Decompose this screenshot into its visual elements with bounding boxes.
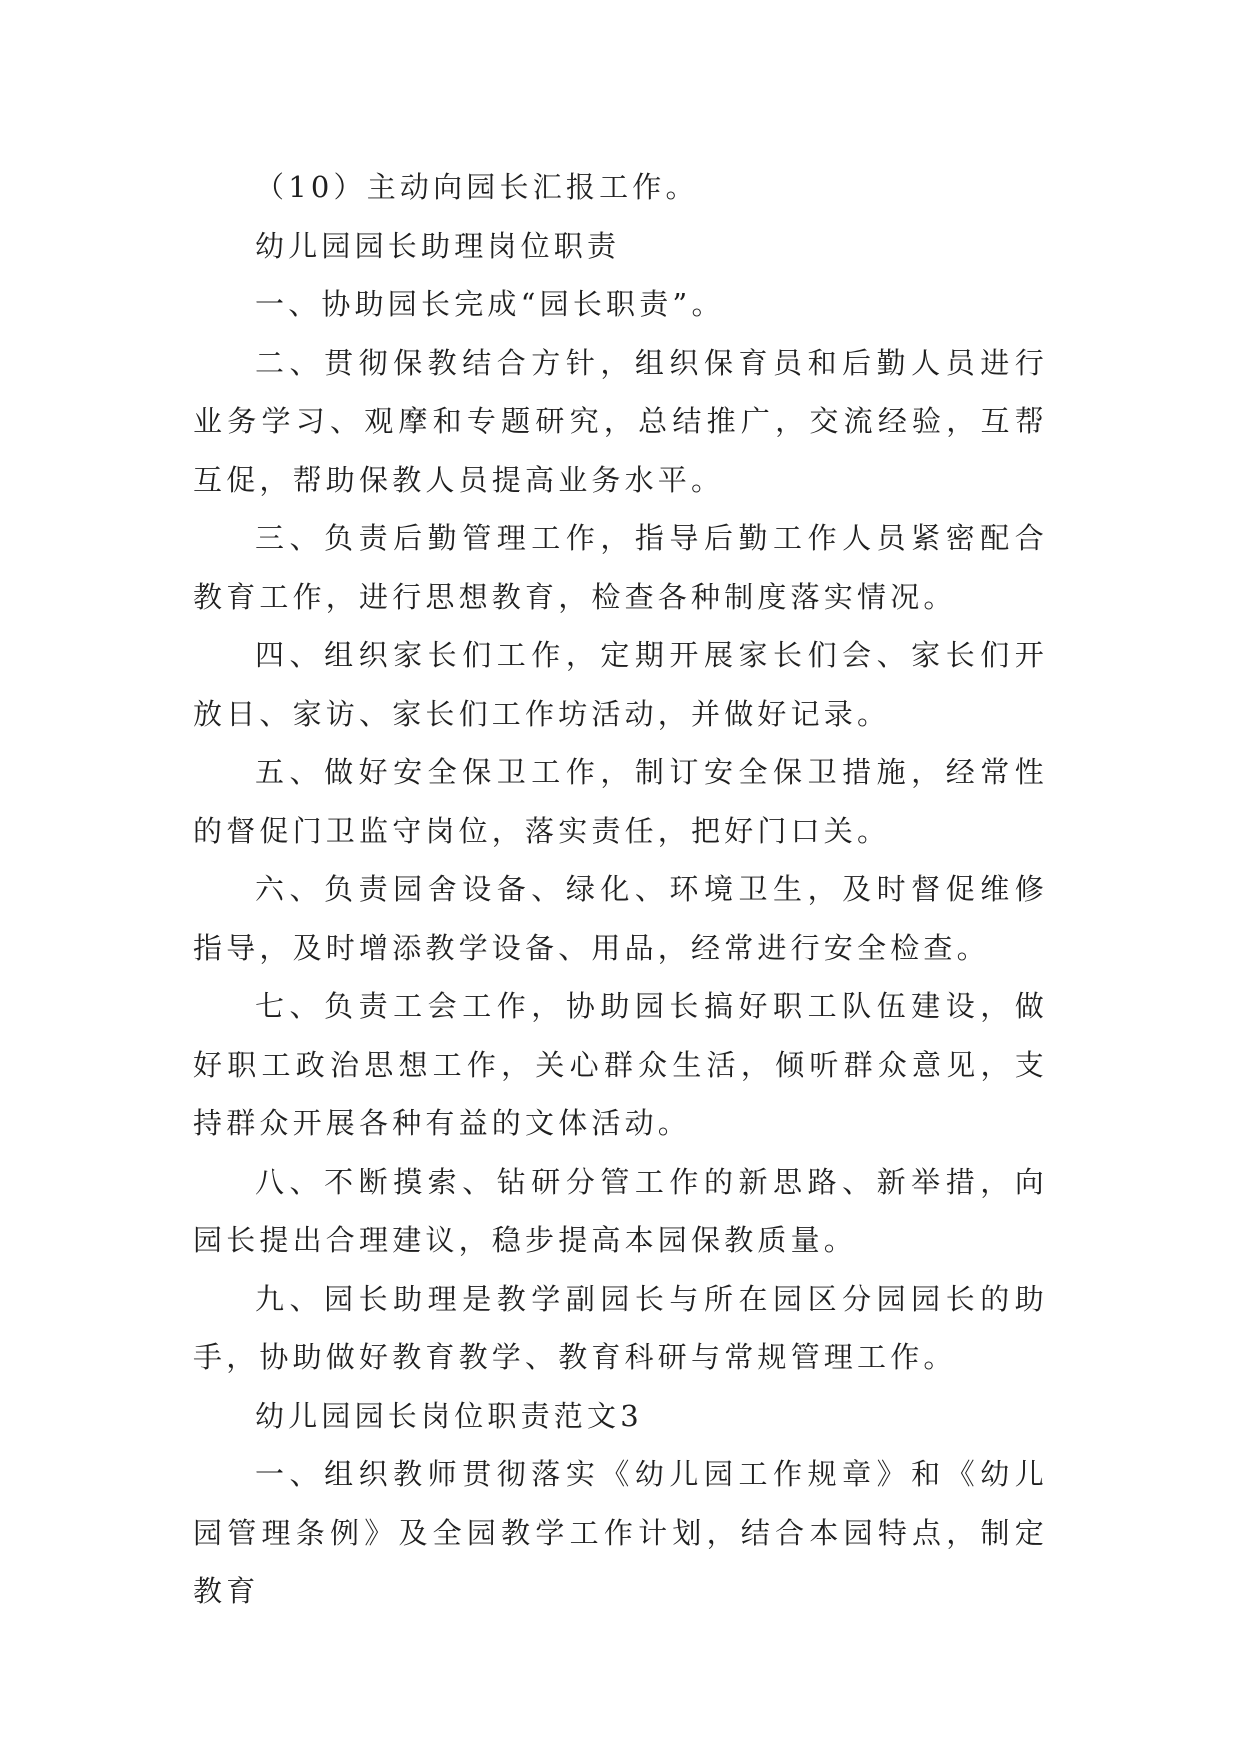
paragraph-item-1: 一、协助园长完成“园长职责”。 xyxy=(255,287,725,321)
section-title-director-duties-3: 幼儿园园长岗位职责范文3 xyxy=(255,1398,643,1433)
paragraph-item-3: 三、负责后勤管理工作，指导后勤工作人员紧密配合教育工作，进行思想教育，检查各种制度落实情况。 xyxy=(193,521,1048,614)
paragraph-item-2: 二、贯彻保教结合方针，组织保育员和后勤人员进行业务学习、观摩和专题研究，总结推广，交流经验，互帮互促，帮助保教人员提高业务水平。 xyxy=(193,345,1048,497)
paragraph-item-7: 七、负责工会工作，协助园长搞好职工队伍建设，做好职工政治思想工作，关心群众生活，倾听群众意见，支持群众开展各种有益的文体活动。 xyxy=(193,989,1048,1140)
paragraph-item-9: 九、园长助理是教学副园长与所在园区分园园长的助手，协助做好教育教学、教育科研与常规管理工作。 xyxy=(193,1281,1048,1374)
paragraph-item-4: 四、组织家长们工作，定期开展家长们会、家长们开放日、家访、家长们工作坊活动，并做好记录。 xyxy=(193,638,1048,731)
paragraph-item-5: 五、做好安全保卫工作，制订安全保卫措施，经常性的督促门卫监守岗位，落实责任，把好门口关。 xyxy=(193,755,1048,848)
paragraph-item-8: 八、不断摸索、钻研分管工作的新思路、新举措，向园长提出合理建议，稳步提高本园保教质量。 xyxy=(193,1164,1048,1257)
paragraph-item-6: 六、负责园舍设备、绿化、环境卫生，及时督促维修指导，及时增添教学设备、用品，经常进行安全检查。 xyxy=(193,872,1048,965)
document-body xyxy=(193,158,1048,1621)
section-title-assistant-duties: 幼儿园园长助理岗位职责 xyxy=(255,228,621,263)
paragraph-reporting: （10）主动向园长汇报工作。 xyxy=(255,170,699,204)
paragraph-director-item-1: 一、组织教师贯彻落实《幼儿园工作规章》和《幼儿园管理条例》及全园教学工作计划，结合本园特点，制定教育 xyxy=(193,1457,1048,1608)
